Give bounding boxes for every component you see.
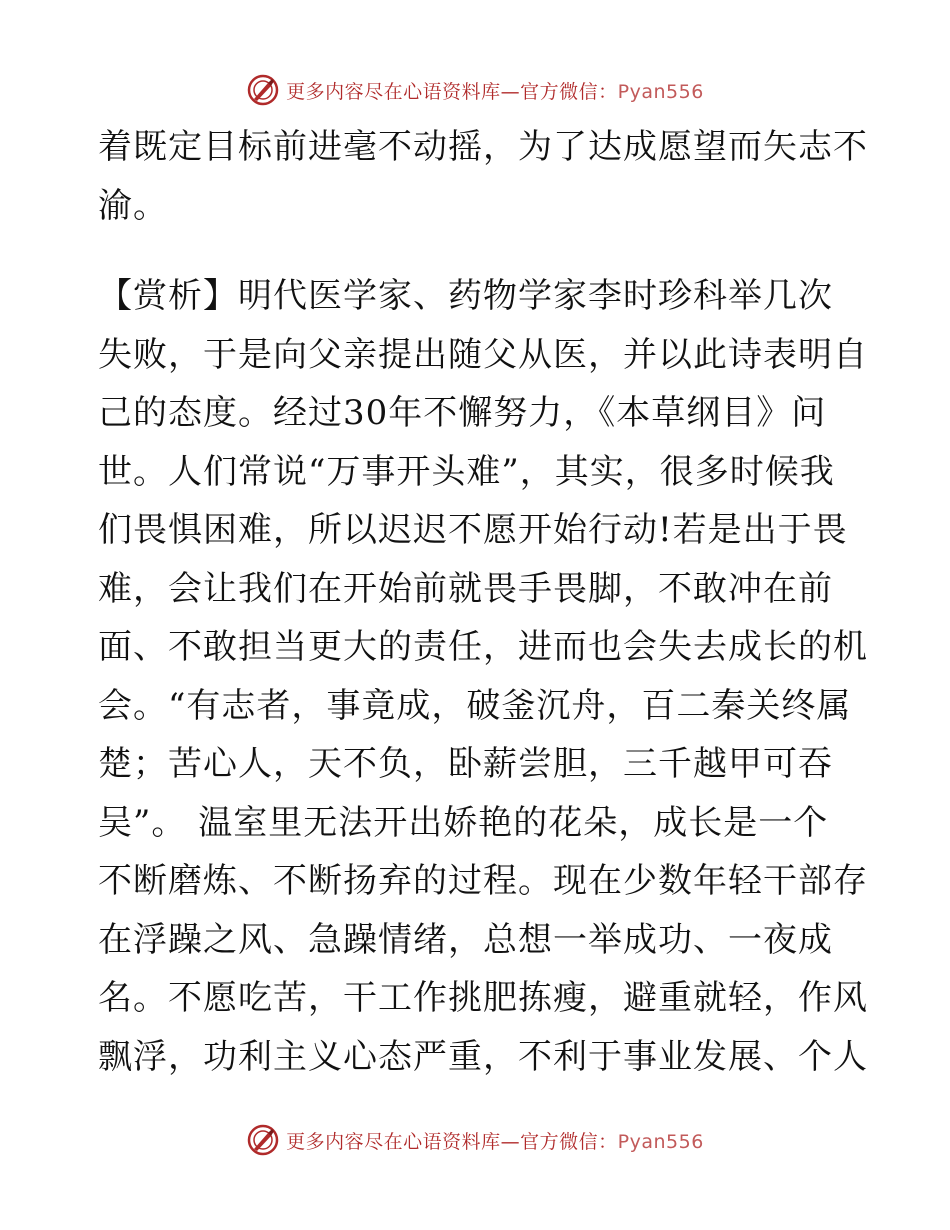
document-body	[98, 118, 868, 1086]
brand-logo-icon	[246, 1123, 280, 1157]
text-line: 渝。	[98, 185, 168, 226]
text-line: 不断磨炼、不断扬弃的过程。现在少数年轻干部存	[98, 861, 868, 901]
text-line: 面、不敢担当更大的责任，进而也会失去成长的机	[98, 627, 868, 667]
text-line: 失败，于是向父亲提出随父从医，并以此诗表明自	[98, 334, 868, 375]
text-line: 们畏惧困难，所以迟迟不愿开始行动!若是出于畏	[98, 510, 848, 550]
watermark-text	[286, 77, 704, 104]
text-line: 【赏析】明代医学家、药物学家李时珍科举几次	[98, 276, 833, 316]
wechat-handle: Pyan556	[617, 80, 704, 103]
text-line: 名。不愿吃苦，干工作挑肥拣瘦，避重就轻，作风	[98, 978, 868, 1018]
watermark-text	[286, 1127, 704, 1154]
text-line: 楚；苦心人，天不负，卧薪尝胆，三千越甲可吞	[98, 744, 833, 784]
paragraph-analysis	[98, 267, 868, 1086]
watermark-label: 更多内容尽在心语资料库—官方微信：	[286, 80, 618, 103]
text-line: 飘浮，功利主义心态严重，不利于事业发展、个人	[98, 1036, 868, 1077]
footer-watermark	[0, 1120, 950, 1160]
text-line: 己的态度。经过30年不懈努力，《本草纲目》问	[98, 393, 827, 433]
watermark-label: 更多内容尽在心语资料库—官方微信：	[286, 1130, 618, 1153]
text-line: 吴”。 温室里无法开出娇艳的花朵，成长是一个	[98, 802, 829, 843]
text-line: 在浮躁之风、急躁情绪，总想一举成功、一夜成	[98, 919, 833, 960]
text-line: 着既定目标前进毫不动摇，为了达成愿望而矢志不	[98, 127, 868, 167]
text-line: 会。“有志者，事竟成，破釜沉舟，百二秦关终属	[98, 685, 852, 726]
header-watermark	[0, 70, 950, 110]
wechat-handle: Pyan556	[617, 1130, 704, 1153]
text-line: 难，会让我们在开始前就畏手畏脚，不敢冲在前	[98, 568, 833, 609]
brand-logo-icon	[246, 73, 280, 107]
paragraph-continuation	[98, 118, 868, 235]
text-line: 世。人们常说“万事开头难”，其实，很多时候我	[98, 451, 835, 492]
